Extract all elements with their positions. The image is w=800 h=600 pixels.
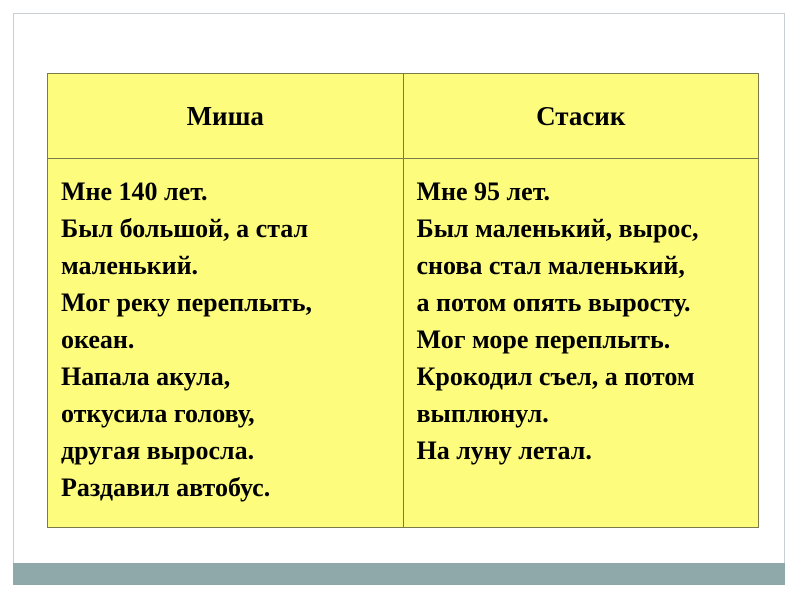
text-line: Мне 140 лет. [61,177,208,206]
text-line: На луну летал. [416,436,592,465]
text-line: откусила голову, [61,399,255,428]
text-line: Мне 95 лет. [416,177,551,206]
column-cell-stasik [403,159,759,528]
text-line: Раздавил автобус. [61,473,271,502]
text-line: а потом опять выросту. [416,288,691,317]
comparison-table [47,73,759,528]
header-row [48,74,759,159]
text-line: выплюнул. [416,399,549,428]
text-line: Мог море переплыть. [416,325,671,354]
text-line: маленький. [61,251,199,280]
text-line: Мог реку переплыть, [61,288,313,317]
text-line: Напала акула, [61,362,231,391]
text-line: снова стал маленький, [416,251,685,280]
text-line: Был маленький, вырос, [416,214,699,243]
text-line: Крокодил съел, а потом [416,362,695,391]
column-cell-misha [48,159,404,528]
text-line: Был большой, а стал [61,214,309,243]
slide-bottom-bar [13,563,785,585]
text-line: другая выросла. [61,436,255,465]
content-row [48,159,759,528]
column-header-misha: Миша [48,74,404,159]
text-line: океан. [61,325,135,354]
column-header-stasik: Стасик [403,74,759,159]
